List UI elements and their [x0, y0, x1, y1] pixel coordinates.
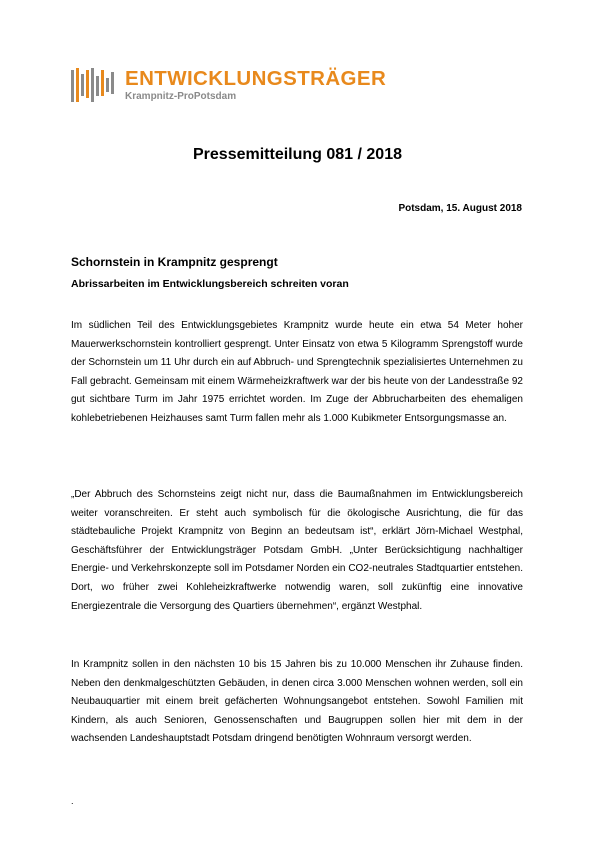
entwicklungstraeger-logo-mark-icon — [71, 68, 117, 102]
article-headline: Schornstein in Krampnitz gesprengt — [71, 255, 278, 269]
logo — [71, 68, 391, 108]
footer-mark: . — [71, 796, 74, 806]
article-paragraph: In Krampnitz sollen in den nächsten 10 bis 15 Jahren bis zu 10.000 Menschen ihr Zuhause finden. Neben den denkmalgeschützten Gebäuden, in denen circa 3.000 Menschen wohnen werden, soll ein Neubauquartier mit einem breit gefächerten Wohnungsangebot entstehen. Sowohl Familien mit Kindern, als auch Senioren, Genossenschaften und Baugruppen sollen hier mit dem in der wachsenden Landeshauptstadt Potsdam dringend benötigten Wohnraum versorgt werden. — [71, 659, 523, 745]
article-paragraph: Im südlichen Teil des Entwicklungsgebietes Krampnitz wurde heute ein etwa 54 Meter hoher Mauerwerkschornstein kontrolliert gesprengt. Unter Einsatz von etwa 5 Kilogramm Sprengstoff wurde der Schornstein um 11 Uhr durch ein auf Abbruch- und Sprengtechnik spezialisiertes Unternehmen zu Fall gebracht. Gemeinsam mit einem Wärmeheizkraftwerk war der bis heute von der Landesstraße 92 gut sichtbare Turm im Jahr 1975 errichtet worden. Im Zuge der Abbrucharbeiten des ehemaligen kohlebetriebenen Heizhauses samt Turm fallen mehr als 1.000 Kubikmeter Entsorgungsmasse an. — [71, 320, 523, 424]
article-subheadline: Abrissarbeiten im Entwicklungsbereich schreiten voran — [71, 278, 349, 290]
press-release-title: Pressemitteilung 081 / 2018 — [193, 146, 402, 163]
article-paragraph: „Der Abbruch des Schornsteins zeigt nicht nur, dass die Baumaßnahmen im Entwicklungsbereich weiter voranschreiten. Er steht auch symbolisch für die ökologische Ausrichtung, die für das städtebauliche Projekt Krampnitz von Beginn an bedeutsam ist“, erklärt Jörn-Michael Westphal, Geschäftsführer der Entwicklungsträger Potsdam GmbH. „Unter Berücksichtigung nachhaltiger Energie- und Verkehrskonzepte soll im Potsdamer Norden ein CO2-neutrales Stadtquartier entstehen. Dort, wo früher zwei Kohleheizkraftwerke notwendig waren, soll zukünftig eine innovative Energiezentrale die Versorgung des Quartiers übernehmen“, ergänzt Westphal. — [71, 489, 523, 612]
logo-title: ENTWICKLUNGSTRÄGER — [125, 67, 387, 90]
logo-subtitle: Krampnitz-ProPotsdam — [125, 91, 237, 102]
dateline: Potsdam, 15. August 2018 — [398, 203, 522, 214]
